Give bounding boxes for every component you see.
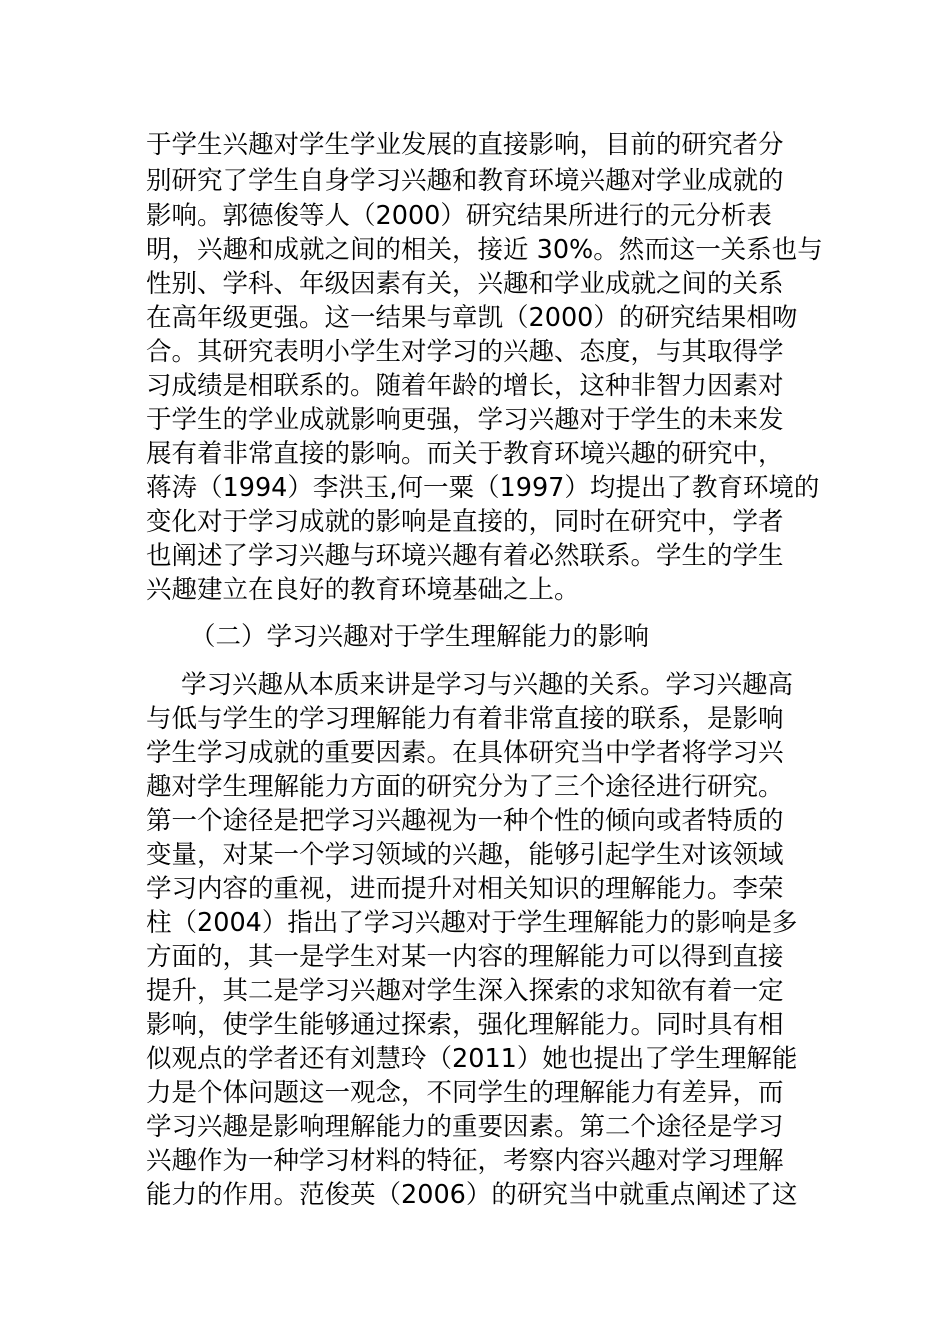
paragraph-2-line: 学生学习成就的重要因素。在具体研究当中学者将学习兴 [146,738,784,768]
section-heading: （二）学习兴趣对于学生理解能力的影响 [190,622,650,652]
paragraph-1-line: 影响。郭德俊等人（2000）研究结果所进行的元分析表 [146,201,772,231]
paragraph-1-line: 在高年级更强。这一结果与章凯（2000）的研究结果相吻 [146,303,798,333]
paragraph-1-line: 变化对于学习成就的影响是直接的，同时在研究中，学者 [146,507,784,537]
paragraph-2-line: 第一个途径是把学习兴趣视为一种个性的倾向或者特质的 [146,806,784,836]
paragraph-2-line: 方面的，其一是学生对某一内容的理解能力可以得到直接 [146,942,784,972]
paragraph-2-line: 变量，对某一个学习领域的兴趣，能够引起学生对该领域 [146,840,784,870]
paragraph-1-line: 蒋涛（1994）李洪玉,何一粟（1997）均提出了教育环境的 [146,473,820,503]
paragraph-2-line: 学习兴趣是影响理解能力的重要因素。第二个途径是学习 [146,1112,784,1142]
paragraph-2-line: 力是个体问题这一观念，不同学生的理解能力有差异，而 [146,1078,784,1108]
paragraph-2-line: 能力的作用。范俊英（2006）的研究当中就重点阐述了这 [146,1180,798,1210]
paragraph-1-line: 于学生的学业成就影响更强，学习兴趣对于学生的未来发 [146,405,784,435]
paragraph-1-line: 明，兴趣和成就之间的相关，接近 30%。然而这一关系也与 [146,235,823,265]
paragraph-2-line: 影响，使学生能够通过探索，强化理解能力。同时具有相 [146,1010,784,1040]
paragraph-1-line: 展有着非常直接的影响。而关于教育环境兴趣的研究中， [146,439,784,469]
paragraph-2-line: 提升，其二是学习兴趣对学生深入探索的求知欲有着一定 [146,976,784,1006]
paragraph-1-line: 别研究了学生自身学习兴趣和教育环境兴趣对学业成就的 [146,166,784,196]
paragraph-1-line: 兴趣建立在良好的教育环境基础之上。 [146,575,580,605]
paragraph-1-line: 也阐述了学习兴趣与环境兴趣有着必然联系。学生的学生 [146,541,784,571]
paragraph-2-line: 似观点的学者还有刘慧玲（2011）她也提出了学生理解能 [146,1044,798,1074]
paragraph-2-line: 兴趣作为一种学习材料的特征，考察内容兴趣对学习理解 [146,1146,784,1176]
paragraph-2-line: 柱（2004）指出了学习兴趣对于学生理解能力的影响是多 [146,908,798,938]
paragraph-2-line: 学习内容的重视，进而提升对相关知识的理解能力。李荣 [146,874,784,904]
paragraph-1-line: 习成绩是相联系的。随着年龄的增长，这种非智力因素对 [146,371,784,401]
paragraph-1-line: 于学生兴趣对学生学业发展的直接影响，目前的研究者分 [146,130,784,160]
paragraph-1-line: 性别、学科、年级因素有关，兴趣和学业成就之间的关系 [146,269,784,299]
paragraph-1-line: 合。其研究表明小学生对学习的兴趣、态度，与其取得学 [146,337,784,367]
paragraph-2-line: 与低与学生的学习理解能力有着非常直接的联系，是影响 [146,704,784,734]
paragraph-2-line: 学习兴趣从本质来讲是学习与兴趣的关系。学习兴趣高 [181,670,794,700]
paragraph-2-line: 趣对学生理解能力方面的研究分为了三个途径进行研究。 [146,772,784,802]
